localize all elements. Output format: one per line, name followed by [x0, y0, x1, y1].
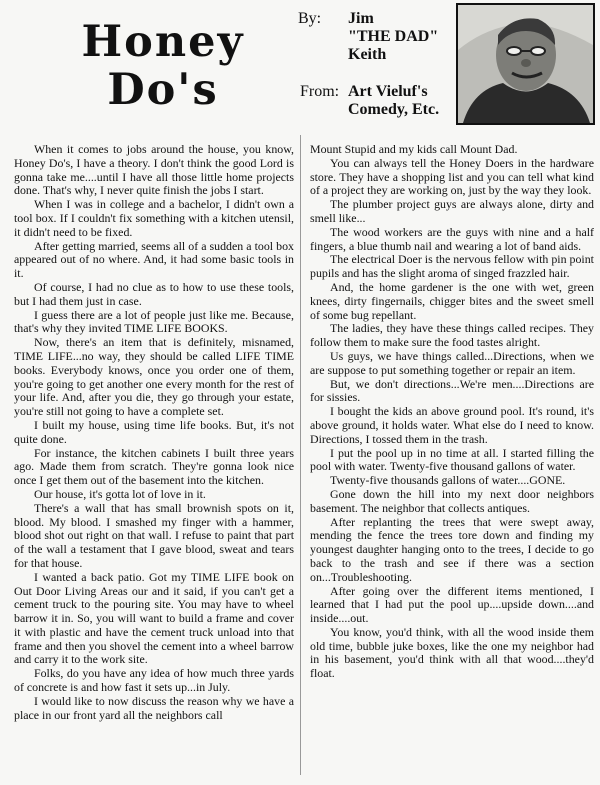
- article-paragraph: When it comes to jobs around the house, you know, Honey Do's, I have a theory. I don't think the good Lord is gonna take me....until I have all those little home projects done. That's why, I never quite finish the jobs I start.: [14, 142, 294, 198]
- article-title: [68, 18, 258, 114]
- article-paragraph: I built my house, using time life books. But, it's not quite done.: [14, 417, 294, 446]
- article-paragraph: When I was in college and a bachelor, I didn't own a tool box. If I couldn't fix something with a kitchen utensil, it didn't need to be fixed.: [14, 197, 294, 239]
- article-paragraph: Twenty-five thousands gallons of water....GONE.: [330, 473, 566, 488]
- article-paragraph: Us guys, we have things called...Directions, when we are suppose to put something together or repair an item.: [310, 348, 594, 377]
- article-paragraph: Of course, I had no clue as to how to use these tools, but I had them just in case.: [14, 279, 294, 308]
- article-paragraph: Gone down the hill into my next door neighbors basement. The neighbor that collects antiques.: [310, 486, 594, 515]
- article-paragraph: After going over the different items mentioned, I learned that I had put the pool up....upside down....and inside....out.: [310, 583, 594, 626]
- article-right-column: [310, 143, 594, 681]
- article-left-column: [14, 143, 294, 722]
- article-paragraph: You can always tell the Honey Doers in the hardware store. They have a shopping list and you can tell what kind of a project they are working on, just by the way they look.: [310, 155, 594, 198]
- article-paragraph: After getting married, seems all of a sudden a tool box appeared out of no where. And, it had some basic tools in it.: [14, 238, 294, 281]
- author-name: Jim "THE DAD" Keith: [348, 10, 439, 63]
- article-paragraph: You know, you'd think, with all the wood inside them old time, bubble juke boxes, like the one my neighbor had in his basement, you'd think with all that wood....they'd float.: [310, 624, 594, 681]
- title-line-2: Do's: [107, 65, 219, 115]
- article-paragraph: The wood workers are the guys with nine and a half fingers, a blue thumb nail and wearing a lot of band aids.: [310, 224, 594, 253]
- article-paragraph: I bought the kids an above ground pool. It's round, it's above ground, it holds water. What else do I need to know. Directions, I tossed them in the trash.: [310, 404, 594, 446]
- article-paragraph: The electrical Doer is the nervous fellow with pin point pupils and has the slight aroma of singed frazzled hair.: [310, 252, 594, 281]
- continued-paragraph: Mount Stupid and my kids call Mount Dad.: [310, 142, 518, 156]
- article-paragraph: I wanted a back patio. Got my TIME LIFE book on Out Door Living Areas our and it said, if you can't get a cement truck to the pouring site. You may have to wheel barrow it in. So, you will want to build a frame and cover it with plastic and have the cement truck unload into that frame and then you shovel the cement into a wheel barrow and carry it to the work site.: [14, 569, 294, 667]
- article-paragraph: Our house, it's gotta lot of love in it.: [34, 486, 206, 501]
- title-line-1: Honey: [81, 17, 245, 67]
- article-paragraph: The ladies, they have these things called recipes. They follow them to make sure the food tastes alright.: [310, 321, 594, 350]
- column-divider: [300, 135, 301, 775]
- article-paragraph: And, the home gardener is the one with wet, green knees, dirty fingernails, chigger bites and the sweet smell of some bug repellant.: [310, 279, 594, 322]
- article-paragraph: Folks, do you have any idea of how much three yards of concrete is and how fast it sets up...in July.: [14, 666, 294, 695]
- article-paragraph: The plumber project guys are always alone, dirty and smell like...: [310, 197, 594, 225]
- article-paragraph: Now, there's an item that is definitely, misnamed, TIME LIFE...no way, they should be called LIFE TIME books. Everybody knows, once you order one of them, you're going to get another one every month for the rest of your life. And, after you die, they go through your estate, you're still not going to have a complete set.: [14, 335, 294, 419]
- from-label: From:: [300, 83, 340, 100]
- article-paragraph: For instance, the kitchen cabinets I built three years ago. Made them from scratch. They're gonna look nice once I get them out of the basement into the kitchen.: [14, 445, 294, 488]
- portrait-icon: [458, 5, 593, 123]
- article-paragraph: After replanting the trees that were swept away, mending the fence the trees tore down and finding my youngest daughter hanging onto to the trees, I decide to go back to the trash and see if there was a section on...Troubleshooting.: [310, 514, 594, 584]
- article-paragraph: I would like to now discuss the reason why we have a place in our front yard all the neighbors call: [14, 693, 294, 722]
- article-paragraph: I guess there are a lot of people just like me. Because, that's why they invited TIME LIFE BOOKS.: [14, 307, 294, 336]
- source-name: Art Vieluf's Comedy, Etc.: [348, 83, 440, 118]
- by-label: By:: [298, 10, 322, 27]
- article-paragraph: But, we don't directions...We're men....Directions are for sissies.: [310, 376, 594, 405]
- article-paragraph: There's a wall that has small brownish spots on it, blood. My blood. I smashed my finger with a hammer, blood shot out right on that wall. I refuse to paint that part of the wall a testament that I gave blood, sweat and tears for that house.: [14, 500, 294, 570]
- article-paragraph: I put the pool up in no time at all. I started filling the pool with water. Twenty-five thousand gallons of water.: [310, 445, 594, 474]
- author-photo: [456, 3, 595, 125]
